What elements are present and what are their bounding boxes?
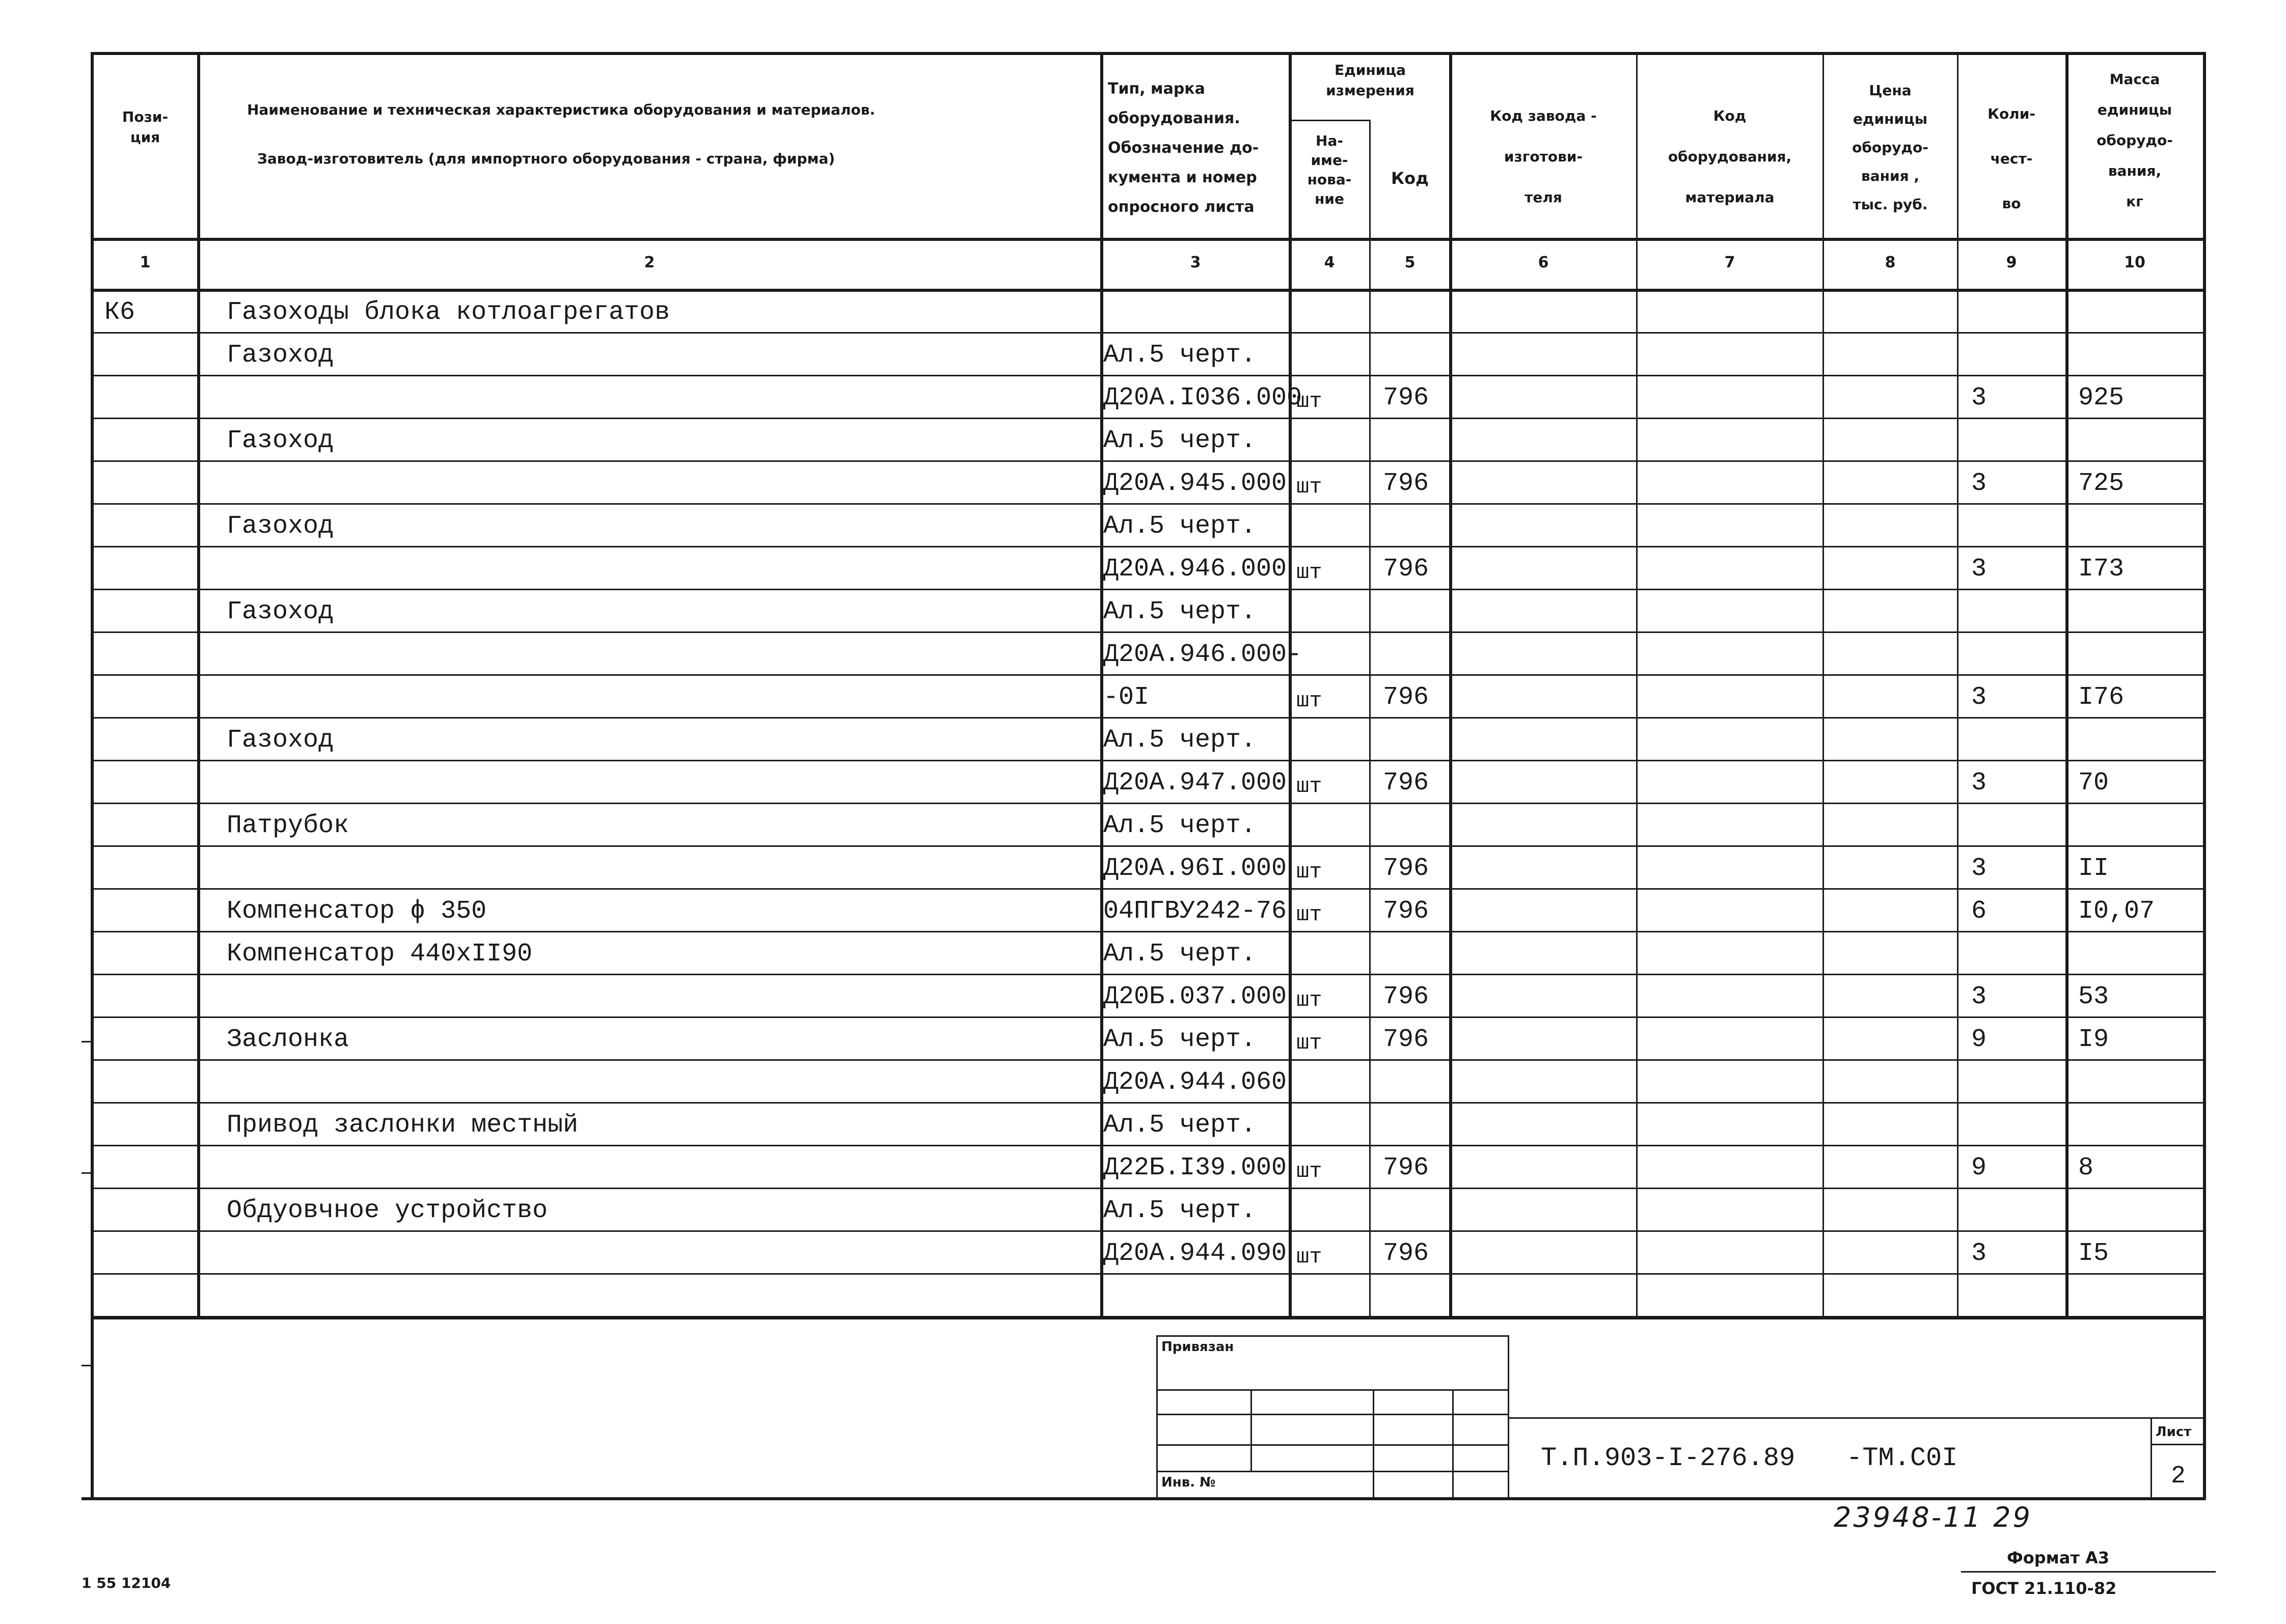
cell-unit-code: 796 bbox=[1383, 982, 1429, 1011]
gost-label: ГОСТ 21.110-82 bbox=[1971, 1579, 2117, 1598]
cell-document: Ал.5 черт. bbox=[1103, 1025, 1257, 1054]
header-factory-code: Код завода - изготови- теля bbox=[1490, 107, 1597, 206]
header-mass: Масса единицы оборудо- вания, кг bbox=[2097, 71, 2173, 210]
cell-document: Ал.5 черт. bbox=[1103, 597, 1257, 626]
cell-unit: шт bbox=[1296, 1245, 1322, 1269]
cell-document: 04ПГВУ242-76 bbox=[1103, 897, 1287, 926]
cell-document: Д20А.I036.000 bbox=[1103, 383, 1302, 412]
sheet-label: Лист bbox=[2156, 1424, 2192, 1440]
cell-quantity: 3 bbox=[1971, 383, 1987, 412]
cell-name: Газоход bbox=[227, 726, 334, 755]
margin-tick bbox=[81, 1041, 94, 1042]
cell-mass: 925 bbox=[2078, 383, 2125, 412]
cell-document: Д20А.945.000 bbox=[1103, 469, 1287, 498]
cell-mass: 725 bbox=[2078, 469, 2125, 498]
cell-unit-code: 796 bbox=[1383, 1153, 1429, 1182]
row-divider bbox=[91, 1188, 2205, 1189]
row-divider bbox=[91, 375, 2205, 376]
row-divider bbox=[91, 888, 2205, 890]
cell-mass: 8 bbox=[2078, 1153, 2094, 1182]
col-number-8: 8 bbox=[1885, 254, 1896, 271]
row-divider bbox=[91, 460, 2205, 462]
col-number-6: 6 bbox=[1538, 254, 1549, 271]
cell-unit-code: 796 bbox=[1383, 768, 1429, 797]
cell-mass: I9 bbox=[2078, 1025, 2109, 1054]
cell-name: Привод заслонки местный bbox=[227, 1111, 579, 1140]
header-unit-group: Единица измерения bbox=[1326, 62, 1414, 99]
cell-name: Обдуовчное устройство bbox=[227, 1196, 548, 1225]
row-divider bbox=[91, 1316, 2205, 1317]
header-unit-code: Код bbox=[1391, 169, 1429, 188]
cell-unit-code: 796 bbox=[1383, 897, 1429, 926]
row-divider bbox=[91, 1230, 2205, 1232]
header-type: Тип, марка оборудования. Обозначение до- кумента и номер опросного листа bbox=[1108, 80, 1259, 216]
cell-name: Заслонка bbox=[227, 1025, 349, 1054]
col-number-9: 9 bbox=[2006, 254, 2017, 271]
cell-quantity: 3 bbox=[1971, 982, 1987, 1011]
cell-name: Патрубок bbox=[227, 811, 349, 840]
row-divider bbox=[91, 717, 2205, 719]
cell-quantity: 3 bbox=[1971, 469, 1987, 498]
cell-mass: 70 bbox=[2078, 768, 2109, 797]
cell-quantity: 3 bbox=[1971, 555, 1987, 584]
col-number-5: 5 bbox=[1404, 254, 1416, 271]
row-divider bbox=[91, 1102, 2205, 1104]
cell-document: -0I bbox=[1103, 683, 1150, 712]
cell-document: Д20А.944.090 bbox=[1103, 1239, 1287, 1268]
cell-quantity: 9 bbox=[1971, 1025, 1987, 1054]
cell-unit-code: 796 bbox=[1383, 1239, 1429, 1268]
cell-name: Компенсатор ϕ 350 bbox=[227, 897, 487, 926]
cell-unit-code: 796 bbox=[1383, 555, 1429, 584]
cell-name: Газоход bbox=[227, 341, 334, 370]
cell-mass: I0,07 bbox=[2078, 897, 2155, 926]
header-name-line1: Наименование и техническая характеристика оборудования и материалов. bbox=[247, 101, 876, 118]
cell-name: Компенсатор 440хII90 bbox=[227, 940, 533, 969]
cell-document: Д20А.947.000 bbox=[1103, 768, 1287, 797]
cell-unit: шт bbox=[1296, 389, 1322, 414]
cell-document: Ал.5 черт. bbox=[1103, 940, 1257, 969]
bound-label: Привязан bbox=[1161, 1339, 1234, 1355]
row-divider bbox=[91, 845, 2205, 847]
format-label: Формат А3 bbox=[2007, 1548, 2110, 1567]
row-divider bbox=[91, 332, 2205, 334]
margin-tick bbox=[81, 1172, 94, 1174]
col-number-1: 1 bbox=[140, 254, 151, 271]
sheet-number: 2 bbox=[2171, 1463, 2186, 1490]
row-divider bbox=[91, 631, 2205, 633]
row-divider bbox=[91, 803, 2205, 804]
row-divider bbox=[91, 1016, 2205, 1018]
cell-document: Д20А.946.000 bbox=[1103, 555, 1287, 584]
row-divider bbox=[91, 674, 2205, 676]
row-divider bbox=[91, 503, 2205, 505]
col-number-10: 10 bbox=[2124, 254, 2145, 271]
cell-unit-code: 796 bbox=[1383, 469, 1429, 498]
cell-document: Д20А.946.000- bbox=[1103, 640, 1302, 669]
cell-name: Газоход bbox=[227, 597, 334, 626]
handwritten-number: 23948-11 29 bbox=[1834, 1501, 2032, 1533]
cell-document: Ал.5 черт. bbox=[1103, 1111, 1257, 1140]
doc-designation-suffix: -ТМ.С0I bbox=[1846, 1443, 1958, 1473]
cell-document: Д20А.944.060 bbox=[1103, 1068, 1287, 1097]
cell-document: Ал.5 черт. bbox=[1103, 726, 1257, 755]
cell-quantity: 3 bbox=[1971, 683, 1987, 712]
col-number-2: 2 bbox=[644, 254, 655, 271]
header-price: Цена единицы оборудо- вания , тыс. руб. bbox=[1852, 82, 1928, 213]
inv-label: Инв. № bbox=[1161, 1475, 1216, 1490]
header-position: Пози- ция bbox=[122, 108, 169, 146]
cell-unit: шт bbox=[1296, 1159, 1322, 1183]
cell-quantity: 9 bbox=[1971, 1153, 1987, 1182]
cell-document: Д20Б.037.000 bbox=[1103, 982, 1287, 1011]
row-divider bbox=[91, 1273, 2205, 1275]
cell-document: Д20А.96I.000 bbox=[1103, 854, 1287, 883]
cell-unit: шт bbox=[1296, 560, 1322, 585]
cell-unit-code: 796 bbox=[1383, 854, 1429, 883]
row-divider bbox=[91, 418, 2205, 419]
cell-document: Ал.5 черт. bbox=[1103, 1196, 1257, 1225]
cell-unit: шт bbox=[1296, 774, 1322, 799]
cell-document: Ал.5 черт. bbox=[1103, 426, 1257, 455]
row-divider bbox=[91, 1145, 2205, 1146]
cell-unit: шт bbox=[1296, 1031, 1322, 1055]
cell-unit-code: 796 bbox=[1383, 1025, 1429, 1054]
header-name-line2: Завод-изготовитель (для импортного оборудования - страна, фирма) bbox=[257, 150, 835, 167]
cell-unit: шт bbox=[1296, 860, 1322, 884]
cell-quantity: 3 bbox=[1971, 1239, 1987, 1268]
cell-quantity: 3 bbox=[1971, 854, 1987, 883]
header-equipment-code: Код оборудования, материала bbox=[1668, 107, 1792, 206]
cell-quantity: 3 bbox=[1971, 768, 1987, 797]
row-divider bbox=[91, 546, 2205, 547]
cell-unit: шт bbox=[1296, 902, 1322, 927]
cell-quantity: 6 bbox=[1971, 897, 1987, 926]
cell-unit: шт bbox=[1296, 475, 1322, 499]
cell-name: Газоход bbox=[227, 426, 334, 455]
margin-tick bbox=[81, 1365, 94, 1366]
cell-mass: II bbox=[2078, 854, 2109, 883]
bottom-left-code: 1 55 12104 bbox=[81, 1575, 171, 1591]
row-divider bbox=[91, 1059, 2205, 1061]
col-number-3: 3 bbox=[1190, 254, 1201, 271]
cell-document: Ал.5 черт. bbox=[1103, 341, 1257, 370]
cell-mass: I73 bbox=[2078, 555, 2125, 584]
row-divider bbox=[91, 974, 2205, 975]
row-divider bbox=[91, 589, 2205, 590]
doc-designation: Т.П.903-I-276.89 bbox=[1541, 1443, 1795, 1473]
cell-position: К6 bbox=[104, 298, 135, 327]
margin-tick bbox=[81, 1497, 2206, 1500]
cell-name: Газоход bbox=[227, 512, 334, 541]
cell-mass: 53 bbox=[2078, 982, 2109, 1011]
cell-name: Газоходы блока котлоагрегатов bbox=[227, 298, 670, 327]
col-number-7: 7 bbox=[1724, 254, 1735, 271]
cell-unit-code: 796 bbox=[1383, 683, 1429, 712]
cell-mass: I5 bbox=[2078, 1239, 2109, 1268]
cell-document: Ал.5 черт. bbox=[1103, 512, 1257, 541]
header-unit-name: На- име- нова- ние bbox=[1307, 132, 1352, 207]
cell-mass: I76 bbox=[2078, 683, 2125, 712]
row-divider bbox=[91, 760, 2205, 761]
cell-unit: шт bbox=[1296, 689, 1322, 713]
cell-document: Ал.5 черт. bbox=[1103, 811, 1257, 840]
cell-unit: шт bbox=[1296, 988, 1322, 1012]
col-number-4: 4 bbox=[1324, 254, 1335, 271]
cell-document: Д22Б.I39.000 bbox=[1103, 1153, 1287, 1182]
row-divider bbox=[91, 931, 2205, 932]
cell-unit-code: 796 bbox=[1383, 383, 1429, 412]
header-quantity: Коли- чест- во bbox=[1988, 105, 2035, 212]
